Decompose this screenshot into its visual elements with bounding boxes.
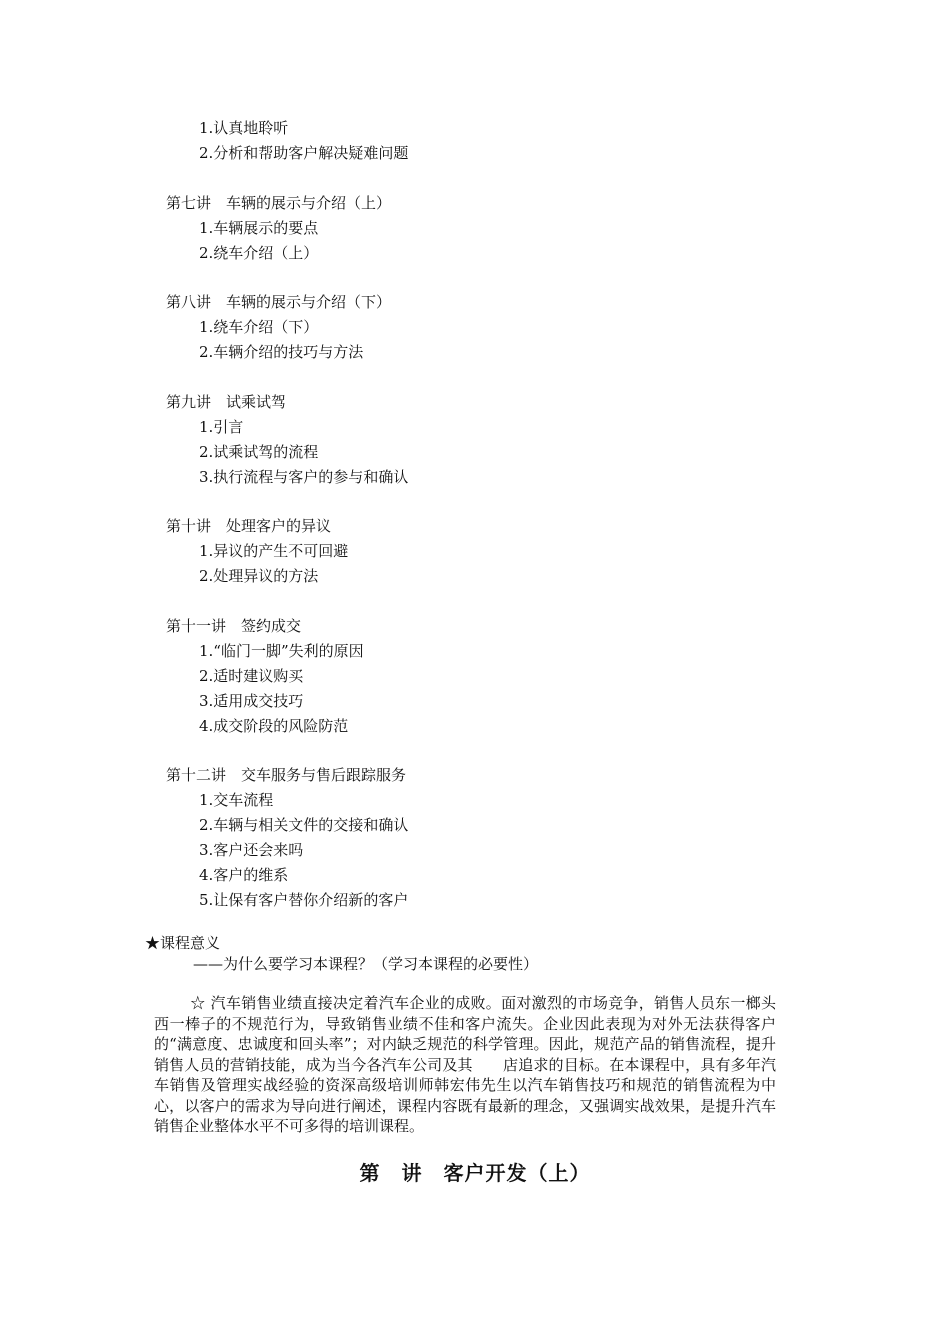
section-title: ★课程意义: [145, 934, 221, 952]
list-item: 1.异议的产生不可回避: [199, 542, 349, 560]
list-item: 4.客户的维系: [199, 866, 289, 884]
lecture-title-7: 第七讲 车辆的展示与介绍（上）: [166, 194, 392, 212]
lecture-title-8: 第八讲 车辆的展示与介绍（下）: [166, 293, 392, 311]
list-item: 1.绕车介绍（下）: [199, 318, 319, 336]
list-item: 2.车辆与相关文件的交接和确认: [199, 816, 409, 834]
section-subtitle: ——为什么要学习本课程？（学习本课程的必要性）: [193, 955, 539, 973]
list-item: 2.分析和帮助客户解决疑难问题: [199, 144, 409, 162]
list-item: 1.认真地聆听: [199, 119, 289, 137]
list-item: 1.“临门一脚”失利的原因: [199, 642, 364, 660]
list-item: 3.适用成交技巧: [199, 692, 304, 710]
paragraph-text: ☆ 汽车销售业绩直接决定着汽车企业的成败。面对激烈的市场竞争，销售人员东一榔头西一棒子的不规范行为，导致销售业绩不佳和客户流失。企业因此表现为对外无法获得客户的“满意度、忠诚度和回头率”；对内缺乏规范的科学管理。因此，规范产品的销售流程，提升销售人员的营销技能，成为当今各汽车公司及其 店追求的目标。在本课程中，具有多年汽车销售及管理实战经验的资深高级培训师韩宏伟先生以汽车销售技巧和规范的销售流程为中心，以客户的需求为导向进行阐述，课程内容既有最新的理念，又强调实战效果，是提升汽车销售企业整体水平不可多得的培训课程。: [154, 994, 776, 1135]
list-item: 1.交车流程: [199, 791, 274, 809]
list-item: 1.车辆展示的要点: [199, 219, 319, 237]
lecture-heading: 第 讲 客户开发（上）: [359, 1161, 591, 1185]
list-item: 3.执行流程与客户的参与和确认: [199, 468, 409, 486]
lecture-title-10: 第十讲 处理客户的异议: [166, 517, 332, 535]
lecture-title-9: 第九讲 试乘试驾: [166, 393, 287, 411]
list-item: 2.适时建议购买: [199, 667, 304, 685]
course-meaning-paragraph: [154, 993, 776, 1137]
list-item: 2.试乘试驾的流程: [199, 443, 319, 461]
list-item: 1.引言: [199, 418, 244, 436]
list-item: 2.绕车介绍（上）: [199, 244, 319, 262]
lecture-title-12: 第十二讲 交车服务与售后跟踪服务: [166, 766, 407, 784]
list-item: 4.成交阶段的风险防范: [199, 717, 349, 735]
list-item: 3.客户还会来吗: [199, 841, 304, 859]
list-item: 5.让保有客户替你介绍新的客户: [199, 891, 409, 909]
list-item: 2.车辆介绍的技巧与方法: [199, 343, 364, 361]
lecture-title-11: 第十一讲 签约成交: [166, 617, 302, 635]
list-item: 2.处理异议的方法: [199, 567, 319, 585]
